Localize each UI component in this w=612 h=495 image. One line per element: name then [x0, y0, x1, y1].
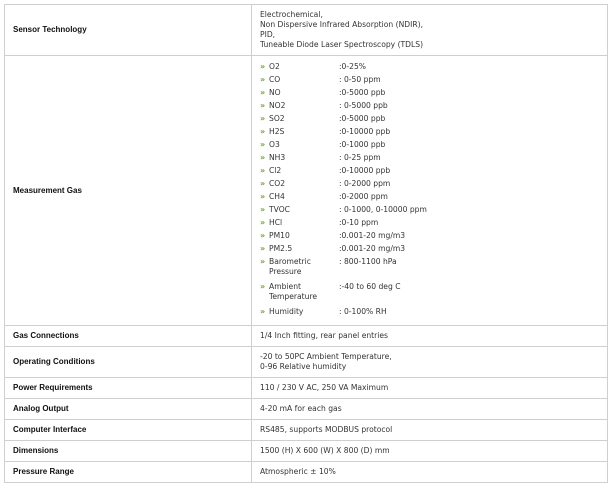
gas-range: : 0-25 ppm	[339, 152, 381, 162]
spec-value: 4-20 mA for each gas	[252, 399, 608, 420]
gas-list-item	[260, 231, 599, 244]
spec-row-analog-output	[5, 399, 608, 420]
gas-list-item	[260, 140, 599, 153]
spec-label: Measurement Gas	[5, 56, 252, 326]
spec-label: Pressure Range	[5, 462, 252, 483]
gas-list-item	[260, 307, 599, 320]
spec-label: Operating Conditions	[5, 347, 252, 378]
gas-name: Ambient Temperature	[269, 281, 318, 301]
gas-range: : 0-50 ppm	[339, 74, 381, 84]
operating-line: 0-96 Relative humidity	[260, 362, 347, 371]
gas-name: NH3	[269, 152, 286, 162]
gas-list-item	[260, 88, 599, 101]
gas-list-item	[260, 257, 599, 282]
gas-range: :0-1000 ppb	[339, 139, 386, 149]
spec-label: Dimensions	[5, 441, 252, 462]
gas-list-item	[260, 205, 599, 218]
gas-name: CH4	[269, 191, 285, 201]
double-chevron-right-icon: »	[260, 61, 266, 71]
gas-list-item	[260, 62, 599, 75]
gas-name: O2	[269, 61, 280, 71]
gas-range: :0-2000 ppm	[339, 191, 388, 201]
spec-value: RS485, supports MODBUS protocol	[252, 420, 608, 441]
spec-value: 1/4 Inch fitting, rear panel entries	[252, 326, 608, 347]
double-chevron-right-icon: »	[260, 243, 266, 253]
sensor-line: PID,	[260, 30, 276, 39]
gas-name: O3	[269, 139, 280, 149]
double-chevron-right-icon: »	[260, 281, 266, 291]
gas-range: :0-25%	[339, 61, 367, 71]
gas-list-item	[260, 218, 599, 231]
double-chevron-right-icon: »	[260, 152, 266, 162]
gas-name: Humidity	[269, 306, 304, 316]
spec-value: 1500 (H) X 600 (W) X 800 (D) mm	[252, 441, 608, 462]
spec-row-power-requirements	[5, 378, 608, 399]
spec-value	[252, 5, 608, 56]
spec-label: Power Requirements	[5, 378, 252, 399]
sensor-line: Non Dispersive Infrared Absorption (NDIR),	[260, 20, 423, 29]
spec-label: Analog Output	[5, 399, 252, 420]
gas-name: Cl2	[269, 165, 282, 175]
gas-range: :0.001-20 mg/m3	[339, 243, 406, 253]
gas-list-item	[260, 114, 599, 127]
gas-name: SO2	[269, 113, 285, 123]
gas-range: : 0-1000, 0-10000 ppm	[339, 204, 427, 214]
gas-list-item	[260, 244, 599, 257]
spec-label: Sensor Technology	[5, 5, 252, 56]
gas-name: PM2.5	[269, 243, 293, 253]
spec-label: Computer Interface	[5, 420, 252, 441]
gas-name: HCl	[269, 217, 283, 227]
double-chevron-right-icon: »	[260, 74, 266, 84]
spec-value	[252, 56, 608, 326]
gas-name: Barometric Pressure	[269, 256, 311, 276]
double-chevron-right-icon: »	[260, 100, 266, 110]
gas-range: :0-10000 ppb	[339, 165, 391, 175]
spec-row-dimensions	[5, 441, 608, 462]
sensor-line: Electrochemical,	[260, 10, 323, 19]
gas-list-item	[260, 179, 599, 192]
gas-range: :0-10000 ppb	[339, 126, 391, 136]
spec-label: Gas Connections	[5, 326, 252, 347]
gas-list-item	[260, 192, 599, 205]
sensor-line: Tuneable Diode Laser Spectroscopy (TDLS)	[260, 40, 424, 49]
specifications-table	[4, 4, 608, 483]
double-chevron-right-icon: »	[260, 178, 266, 188]
spec-row-sensor-technology	[5, 5, 608, 56]
gas-range: :-40 to 60 deg C	[339, 281, 401, 291]
gas-name: H2S	[269, 126, 285, 136]
gas-range: :0-5000 ppb	[339, 87, 386, 97]
gas-name: CO2	[269, 178, 286, 188]
gas-list-item	[260, 127, 599, 140]
gas-list-item	[260, 153, 599, 166]
spec-value	[252, 347, 608, 378]
spec-row-gas-connections	[5, 326, 608, 347]
operating-line: -20 to 50PC Ambient Temperature,	[260, 352, 392, 361]
gas-name: PM10	[269, 230, 290, 240]
gas-name: NO	[269, 87, 281, 97]
gas-range: : 0-2000 ppm	[339, 178, 391, 188]
double-chevron-right-icon: »	[260, 126, 266, 136]
double-chevron-right-icon: »	[260, 191, 266, 201]
spec-row-measurement-gas	[5, 56, 608, 326]
gas-name: CO	[269, 74, 281, 84]
gas-list	[260, 62, 599, 320]
gas-range: : 0-5000 ppb	[339, 100, 388, 110]
double-chevron-right-icon: »	[260, 87, 266, 97]
gas-list-item	[260, 101, 599, 114]
gas-range: : 800-1100 hPa	[339, 256, 397, 266]
gas-list-item	[260, 166, 599, 179]
gas-range: :0.001-20 mg/m3	[339, 230, 406, 240]
double-chevron-right-icon: »	[260, 256, 266, 266]
spec-value: Atmospheric ± 10%	[252, 462, 608, 483]
gas-list-item	[260, 282, 599, 307]
spec-row-computer-interface	[5, 420, 608, 441]
spec-row-operating-conditions	[5, 347, 608, 378]
gas-range: : 0-100% RH	[339, 306, 387, 316]
gas-list-item	[260, 75, 599, 88]
spec-row-pressure-range	[5, 462, 608, 483]
double-chevron-right-icon: »	[260, 139, 266, 149]
gas-range: :0-5000 ppb	[339, 113, 386, 123]
double-chevron-right-icon: »	[260, 165, 266, 175]
gas-name: NO2	[269, 100, 286, 110]
double-chevron-right-icon: »	[260, 113, 266, 123]
double-chevron-right-icon: »	[260, 230, 266, 240]
double-chevron-right-icon: »	[260, 217, 266, 227]
spec-value: 110 / 230 V AC, 250 VA Maximum	[252, 378, 608, 399]
double-chevron-right-icon: »	[260, 204, 266, 214]
gas-name: TVOC	[269, 204, 290, 214]
gas-range: :0-10 ppm	[339, 217, 379, 227]
double-chevron-right-icon: »	[260, 306, 266, 316]
